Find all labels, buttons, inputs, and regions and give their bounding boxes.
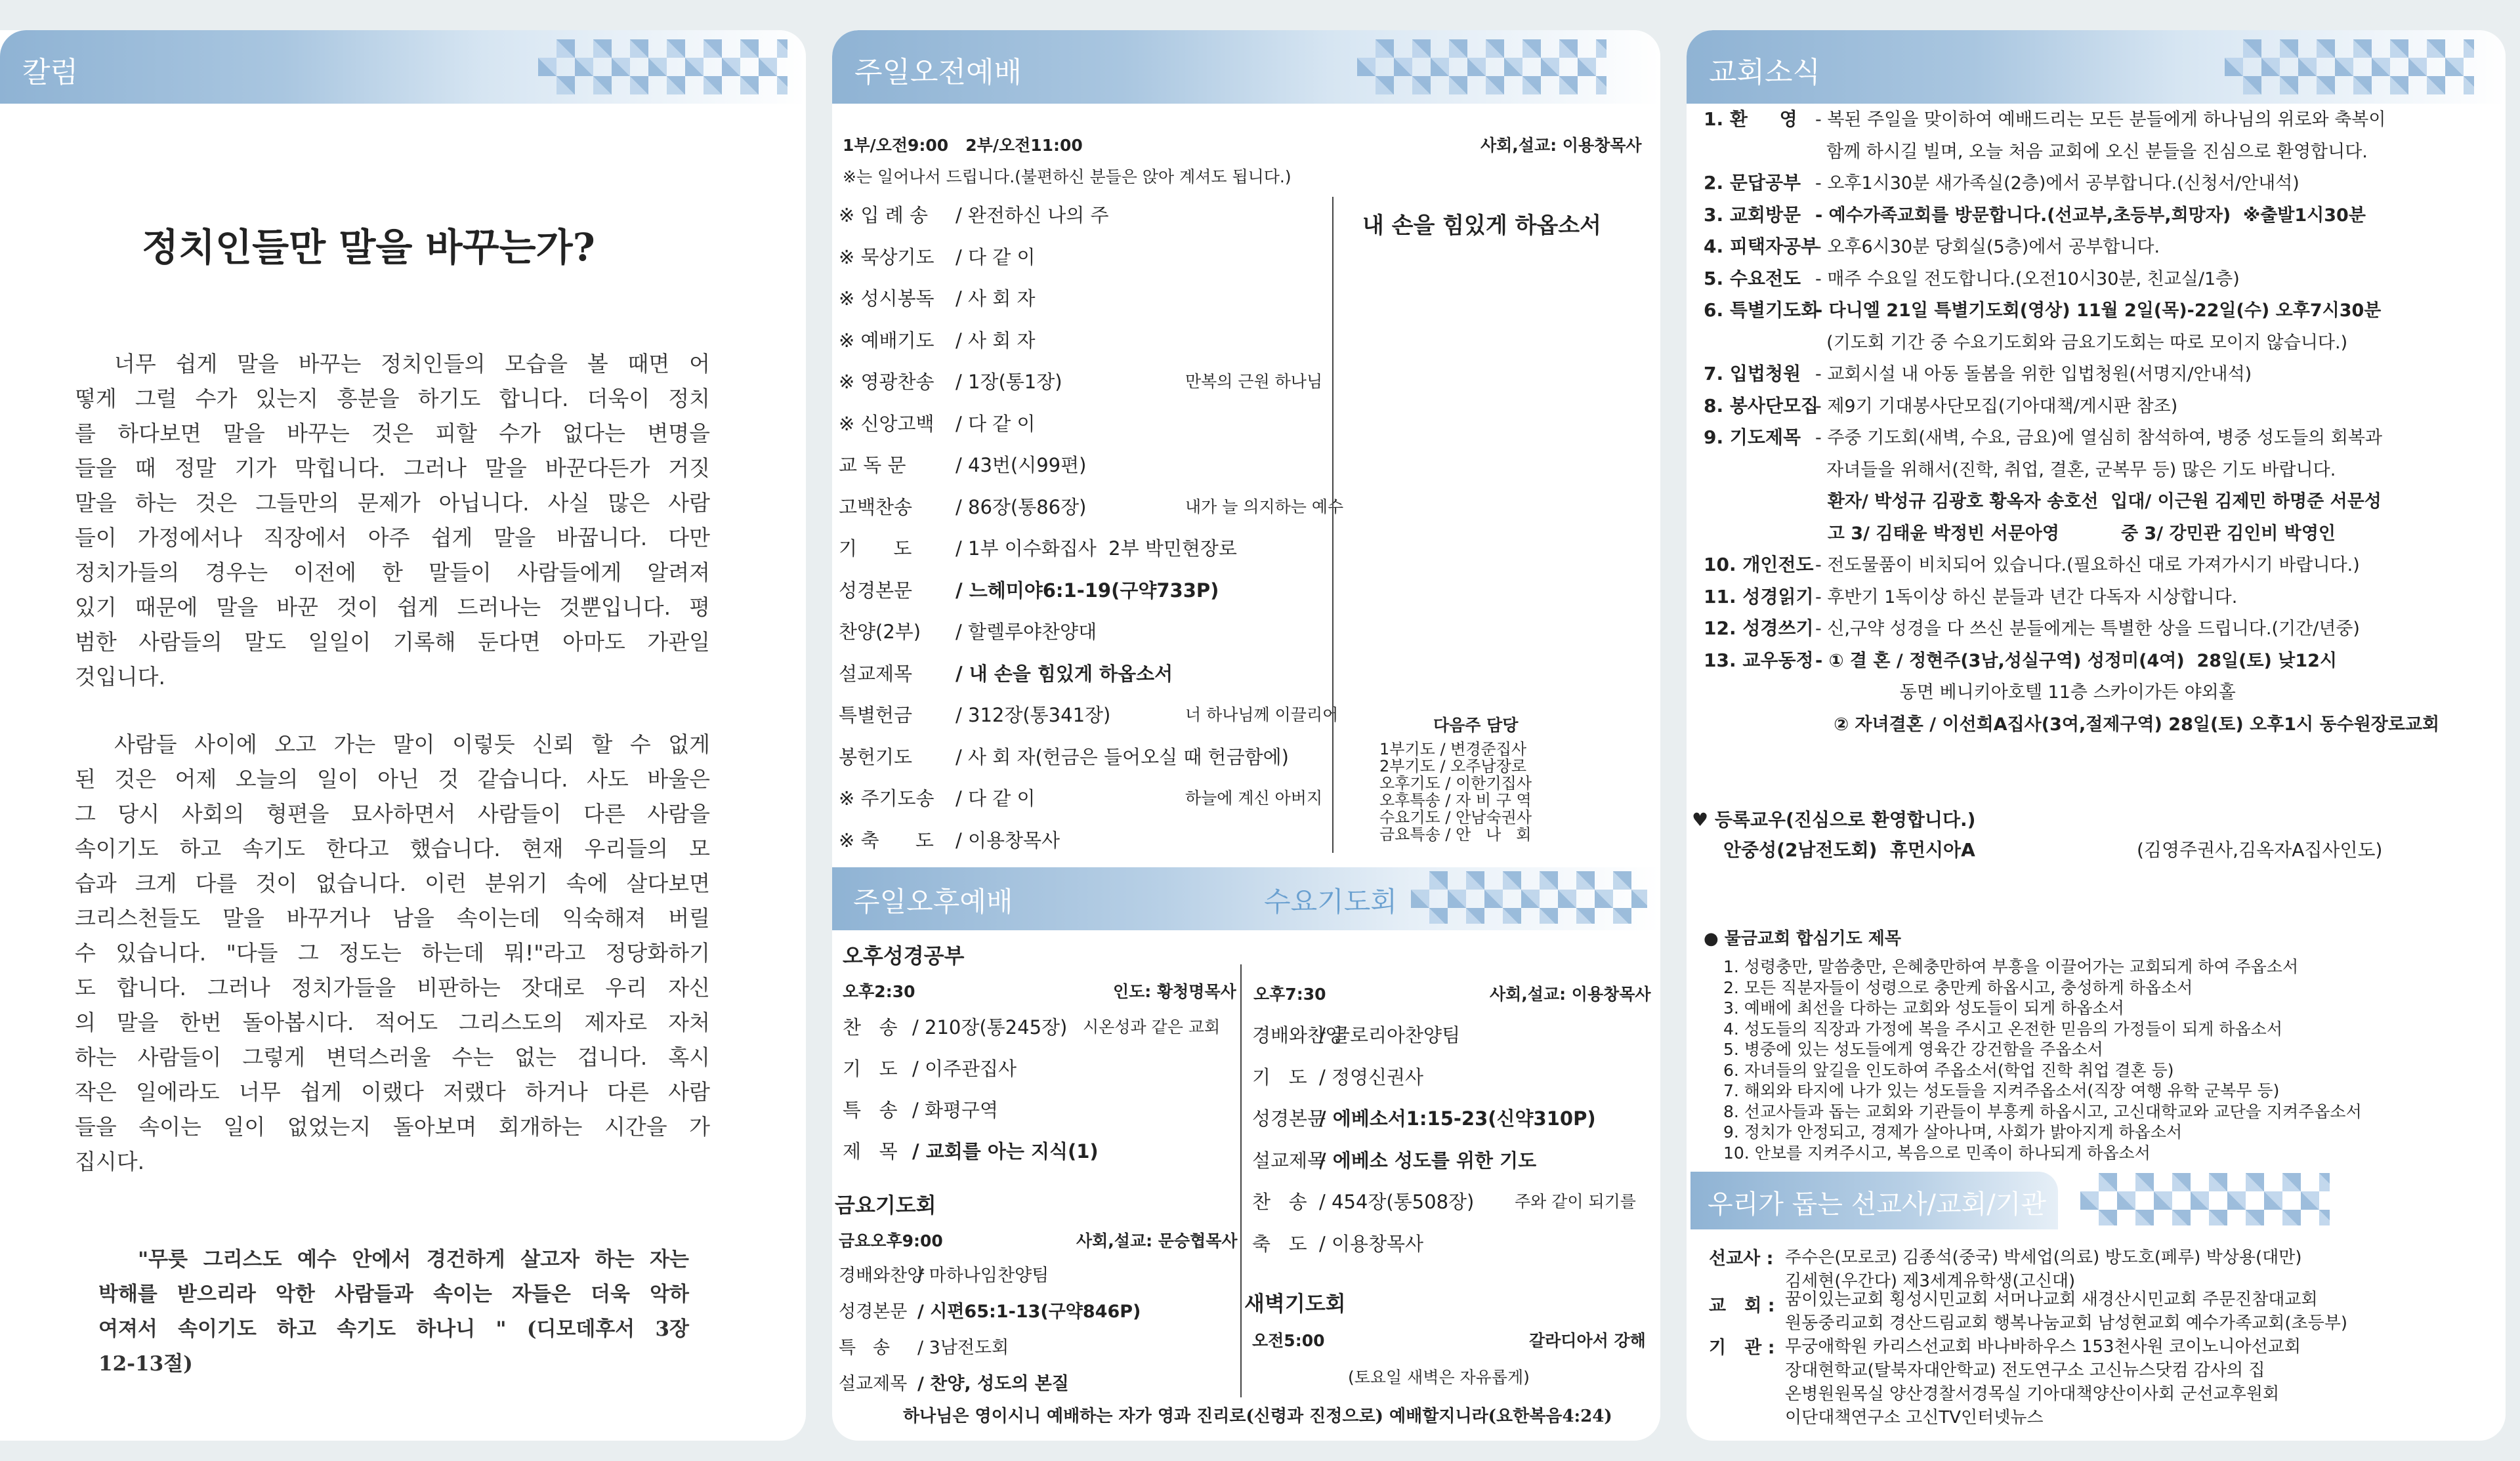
paragraph-line: 것입니다. [75, 664, 166, 689]
order-value: / 43번(시99편) [956, 454, 1087, 476]
order-label: 봉헌기도 [839, 745, 913, 768]
news-text: 고 3/ 김태윤 박정빈 서문아영 중 3/ 강민관 김인비 박영인 [1815, 523, 2336, 544]
prayer-item: 1. 성령충만, 말씀충만, 은혜충만하여 부흥을 이끌어가는 교회되게 하여 주옵소서 [1723, 957, 2299, 976]
news-text: - ① 결 혼 / 정현주(3남,성실구역) 성정미(4여) 28일(토) 낮12시 [1815, 650, 2338, 671]
dawn-title: 새벽기도회 [1244, 1291, 1346, 1316]
missionary-line: 주수은(모로코) 김종석(중국) 박세업(의료) 방도호(페루) 박상용(대만) [1785, 1248, 2302, 1267]
next-week-item: 금요특송 / 안 나 회 [1379, 825, 1532, 844]
news-number: 8. 봉사단모집 [1704, 394, 1819, 417]
column-paragraph-2 [75, 727, 710, 1179]
prayer-item: 10. 안보를 지켜주시고, 복음으로 민족이 하나되게 하옵소서 [1723, 1143, 2151, 1163]
paragraph-line: 작은 일에라도 너무 쉽게 이랬다 저랬다 하거나 다른 사람 [75, 1079, 710, 1105]
order-value: / 사 회 자(헌금은 들어오실 때 헌금함에) [956, 745, 1289, 768]
order-label: 찬 송 [1252, 1191, 1307, 1213]
order-value: / 다 같 이 [956, 787, 1036, 810]
paragraph-line: 떻게 그럴 수가 있는지 흥분을 하기도 합니다. 더욱이 정치 [75, 386, 710, 411]
paragraph-line: 사람들 사이에 오고 가는 말이 이렇듯 신뢰 할 수 없게 [114, 731, 710, 757]
order-label: ※ 주기도송 [839, 787, 934, 810]
news-text: - 매주 수요일 전도합니다.(오전10시30분, 친교실/1층) [1815, 268, 2240, 289]
order-value: / 에베소서1:15-23(신약310P) [1319, 1107, 1596, 1130]
next-week-item: 오후기도 / 이한기집사 [1379, 774, 1532, 792]
order-label: 찬양(2부) [839, 621, 921, 643]
pm-leader: 인도: 황청명목사 [1113, 982, 1236, 1001]
order-label: 성경본문 [839, 1302, 908, 1322]
am-worship-title: 주일오전예배 [854, 56, 1022, 89]
next-week-item: 1부기도 / 변경준집사 [1379, 740, 1527, 758]
news-text: - 오후6시30분 당회실(5층)에서 공부합니다. [1815, 237, 2160, 257]
order-note: 만복의 근원 하나님 [1185, 372, 1323, 391]
church-label: 교 회 : [1709, 1296, 1775, 1316]
news-text: - 다니엘 21일 특별기도회(영상) 11월 2일(목)-22일(수) 오후7시30분 [1815, 300, 2382, 321]
dawn-note: (토요일 새벽은 자유롭게) [1348, 1368, 1530, 1387]
presider: 사회,설교: 이용창목사 [1480, 136, 1642, 155]
order-value: / 이용창목사 [956, 829, 1060, 852]
news-number: 9. 기도제목 [1704, 426, 1801, 448]
missionary-line: 김세현(우간다) 제3세계유학생(고신대) [1785, 1271, 2076, 1291]
news-text: - 주중 기도회(새벽, 수요, 금요)에 열심히 참석하여, 병중 성도들의 회복과 [1815, 428, 2383, 448]
order-label: 제 목 [843, 1140, 898, 1163]
order-note: 내가 늘 의지하는 예수 [1185, 497, 1344, 516]
paragraph-line: 크리스천들도 말을 바꾸거나 남을 속이는데 익숙해져 버릴 [75, 905, 710, 931]
order-label: ※ 묵상기도 [839, 245, 934, 268]
order-value: / 210장(통245장) [912, 1016, 1068, 1039]
service-times: 1부/오전9:00 2부/오전11:00 [843, 136, 1083, 155]
am-worship-header [832, 30, 1660, 104]
dawn-place: 갈라디아서 강해 [1529, 1331, 1646, 1350]
missionary-label: 선교사 : [1709, 1248, 1774, 1269]
news-number: 11. 성경읽기 [1704, 585, 1814, 607]
order-value: / 이용창목사 [1319, 1232, 1424, 1255]
news-text: - 오후1시30분 새가족실(2층)에서 공부합니다.(신청서/안내석) [1815, 173, 2300, 194]
order-value: / 완전하신 나의 주 [956, 204, 1109, 226]
paragraph-line: 말을 하는 것은 그들만의 문제가 아닙니다. 사실 많은 사람 [75, 490, 710, 516]
prayer-item: 4. 성도들의 직장과 가정에 복을 주시고 온전한 믿음의 가정들이 되게 하옵소서 [1723, 1019, 2282, 1039]
prayer-item: 3. 예배에 최선을 다하는 교회와 성도들이 되게 하옵소서 [1723, 998, 2124, 1018]
prayer-item: 6. 자녀들의 앞길을 인도하여 주옵소서(학업 진학 취업 결혼 등) [1723, 1060, 2174, 1080]
news-number: 1. 환 영 [1704, 108, 1797, 130]
order-value: / 마하나임찬양팀 [917, 1266, 1049, 1286]
news-number: 10. 개인전도 [1704, 554, 1814, 575]
paragraph-line: 도 합니다. 그러나 정치가들을 비판하는 잣대로 우리 자신 [75, 975, 710, 1000]
decorative-pattern [538, 39, 788, 94]
column-paragraph-1 [75, 346, 710, 694]
pm-worship-title: 주일오후예배 [853, 886, 1013, 918]
footer-verse: 하나님은 영이시니 예배하는 자가 영과 진리로(신령과 진정으로) 예배할지니라(요한복음4:24) [903, 1407, 1612, 1426]
prayer-item: 9. 정치가 안정되고, 경제가 살아나며, 사회가 밝아지게 하옵소서 [1723, 1122, 2183, 1142]
news-number: 6. 특별기도회 [1704, 299, 1819, 321]
news-text: 자녀들을 위해서(진학, 취업, 결혼, 군복무 등) 많은 기도 바랍니다. [1815, 459, 2336, 480]
order-label: 특별헌금 [839, 704, 913, 726]
column-header-title: 칼럼 [22, 56, 79, 89]
news-text: - 전도물품이 비치되어 있습니다.(필요하신 대로 가져가시기 바랍니다.) [1815, 555, 2360, 575]
news-text: - 예수가족교회를 방문합니다.(선교부,초등부,희망자) ※출발1시30분 [1815, 205, 2366, 226]
order-label: 경배와찬양 [839, 1266, 925, 1286]
register-guide: (김영주권사,김옥자A집사인도) [2137, 839, 2383, 861]
news-text: 동면 베니키아호텔 11층 스카이가든 야외홀 [1815, 682, 2236, 703]
paragraph-line: 들을 속이는 일이 없었는지 돌아보며 회개하는 시간을 가 [75, 1114, 710, 1140]
org-line: 온병원원목실 양산경찰서경목실 기아대책양산이사회 군선교후원회 [1785, 1384, 2280, 1404]
news-text: - 제9기 기대봉사단모집(기아대책/게시판 참조) [1815, 396, 2178, 417]
order-note: 주와 같이 되기를 [1515, 1192, 1636, 1211]
news-header [1687, 30, 2506, 104]
prayer-item: 5. 병중에 있는 성도들에게 영육간 강건함을 주옵소서 [1723, 1040, 2103, 1059]
prayer-item: 7. 해외와 타지에 나가 있는 성도들을 지켜주옵소서(직장 여행 유학 군복무 등) [1723, 1081, 2280, 1100]
order-value: / 454장(통508장) [1319, 1191, 1475, 1213]
paragraph-line: 를 하다보면 말을 바꾸는 것은 피할 수가 없다는 변명을 [75, 421, 710, 446]
fri-title: 금요기도회 [835, 1193, 936, 1218]
news-number: 4. 피택자공부 [1704, 236, 1819, 257]
paragraph-line: 된 것은 어제 오늘의 일이 아닌 것 같습니다. 사도 바울은 [75, 766, 710, 792]
pm-study-title: 오후성경공부 [843, 943, 965, 968]
order-value: / 느헤미야6:1-19(구약733P) [956, 579, 1219, 602]
news-number: 5. 수요전도 [1704, 267, 1801, 289]
order-value: / 1장(통1장) [956, 371, 1062, 393]
order-value: / 1부 이수화집사 2부 박민현장로 [956, 537, 1237, 560]
paragraph-line: 들을 때 정말 기가 막힙니다. 그러나 말을 바꾼다든가 거짓 [75, 455, 710, 481]
divider [1332, 197, 1334, 853]
order-value: / 다 같 이 [956, 245, 1036, 268]
column-quote [98, 1243, 689, 1382]
news-number: 2. 문답공부 [1704, 172, 1801, 194]
paragraph-line: 속이기도 하고 속기도 한다고 했습니다. 현재 우리들의 모 [75, 836, 710, 861]
order-value: / 이주관집사 [912, 1058, 1017, 1080]
news-text: 환자/ 박성규 김광호 황옥자 송호선 입대/ 이근원 김제민 하명준 서문성 [1815, 491, 2382, 512]
order-label: ※ 축 도 [839, 829, 934, 852]
org-line: 장대현학교(탈북자대안학교) 전도연구소 고신뉴스닷컴 감사의 집 [1785, 1361, 2265, 1380]
order-label: ※ 예배기도 [839, 329, 934, 352]
news-number: 7. 입법청원 [1704, 363, 1801, 384]
order-label: ※ 입 례 송 [839, 204, 928, 226]
news-number: 3. 교회방문 [1704, 203, 1801, 226]
next-week-item: 오후특송 / 자 비 구 역 [1379, 791, 1532, 810]
order-label: ※ 성시봉독 [839, 287, 934, 310]
news-number: 12. 성경쓰기 [1704, 617, 1814, 639]
news-text: - 후반기 1독이상 하신 분들과 년간 다독자 시상합니다. [1815, 586, 2238, 607]
news-text: - 신,구약 성경을 다 쓰신 분들에게는 특별한 상을 드립니다.(기간/년중) [1815, 619, 2360, 639]
news-text: ② 자녀결혼 / 이선희A집사(3여,절제구역) 28일(토) 오후1시 동수원장로교회 [1815, 714, 2440, 735]
order-value: / 찬양, 성도의 본질 [917, 1374, 1069, 1394]
prayer-item: 8. 선교사들과 돕는 교회와 기관들이 부흥케 하옵시고, 고신대학교와 교단을 지켜주옵소서 [1723, 1101, 2362, 1121]
news-text: (기도회 기간 중 수요기도회와 금요기도회는 따로 모이지 않습니다.) [1815, 332, 2348, 353]
order-note: 시온성과 같은 교회 [1083, 1018, 1221, 1037]
order-value: / 사 회 자 [956, 329, 1036, 352]
paragraph-line: 집시다. [75, 1149, 145, 1174]
paragraph-line: 여져서 속이기도 하고 속기도 하나니 " (디모데후서 3장 [98, 1317, 689, 1341]
order-value: / 할렐루야찬양대 [956, 621, 1097, 643]
next-week-item: 수요기도 / 안남숙권사 [1379, 808, 1532, 827]
order-value: / 다 같 이 [956, 412, 1036, 435]
news-text: - 교회시설 내 아동 돌봄을 위한 입법청원(서명지/안내석) [1815, 364, 2252, 384]
order-value: / 에베소 성도를 위한 기도 [1319, 1149, 1537, 1172]
pm-time: 오후2:30 [843, 982, 915, 1001]
order-label: 축 도 [1252, 1232, 1307, 1255]
paragraph-line: 수 있습니다. "다들 그 정도는 하는데 뭐!"라고 정당화하기 [75, 940, 710, 966]
church-line: 꿈이있는교회 횡성시민교회 서머나교회 새경산시민교회 주문진참대교회 [1785, 1290, 2318, 1309]
column-header [0, 30, 806, 104]
prayer-item: 2. 모든 직분자들이 성령으로 충만케 하옵시고, 충성하게 하옵소서 [1723, 977, 2193, 997]
church-line: 원동중리교회 경산드림교회 행복나눔교회 남성현교회 예수가족교회(초등부) [1785, 1313, 2348, 1333]
paragraph-line: 들이 가정에서나 직장에서 아주 쉽게 말을 바꿉니다. 다만 [75, 525, 710, 550]
standing-note: ※는 일어나서 드립니다.(불편하신 분들은 앉아 계셔도 됩니다.) [843, 167, 1292, 186]
paragraph-line: 하는 사람들이 그렇게 변덕스러울 수는 없는 겁니다. 혹시 [75, 1044, 710, 1070]
order-label: 기 도 [1252, 1065, 1307, 1088]
fri-leader: 사회,설교: 문승협목사 [1076, 1231, 1238, 1250]
paragraph-line: 12-13절) [98, 1352, 193, 1376]
wed-prayer-title: 수요기도회 [1264, 886, 1397, 918]
order-label: 기 도 [843, 1058, 898, 1080]
order-value: / 사 회 자 [956, 287, 1036, 310]
next-week-title: 다음주 담당 [1433, 716, 1519, 735]
org-label: 기 관 : [1709, 1338, 1775, 1358]
order-label: 기 도 [839, 537, 912, 560]
order-value: / 정영신권사 [1319, 1065, 1424, 1088]
order-label: 찬 송 [843, 1016, 898, 1039]
order-label: 성경본문 [839, 579, 913, 602]
register-line: 안중성(2남전도회) 휴먼시아A [1723, 839, 1975, 861]
order-label: 교 독 문 [839, 454, 906, 476]
order-label: 경배와찬양 [1252, 1024, 1345, 1046]
order-label: 설교제목 [839, 1374, 908, 1394]
order-value: / 화평구역 [912, 1099, 999, 1121]
order-label: 고백찬송 [839, 495, 913, 518]
wed-time: 오후7:30 [1253, 985, 1326, 1004]
org-line: 이단대책연구소 고신TV인터넷뉴스 [1785, 1408, 2044, 1428]
divider [1240, 964, 1242, 1397]
next-week-item: 2부기도 / 오주남장로 [1379, 757, 1527, 775]
prayer-title: ● 물금교회 합심기도 제목 [1704, 929, 1902, 949]
paragraph-line: 범한 사람들의 말도 일일이 기록해 둔다면 아마도 가관일 [75, 629, 710, 655]
order-value: / 312장(통341장) [956, 704, 1111, 726]
org-line: 무궁애학원 카리스선교회 바나바하우스 153천사원 코이노니아선교회 [1785, 1337, 2301, 1357]
news-text: 함께 하시길 빌며, 오늘 처음 교회에 오신 분들을 진심으로 환영합니다. [1815, 141, 2368, 162]
order-note: 하늘에 계신 아버지 [1185, 789, 1323, 808]
decorative-pattern [2080, 1173, 2330, 1225]
order-value: / 교회를 아는 지식(1) [912, 1140, 1099, 1163]
order-label: 특 송 [843, 1099, 898, 1121]
paragraph-line: 습과 크게 다를 것이 없습니다. 이런 분위기 속에 살다보면 [75, 871, 710, 896]
paragraph-line: 박해를 받으리라 악한 사람들과 속이는 자들은 더욱 악하 [98, 1283, 689, 1306]
order-label: 성경본문 [1252, 1107, 1326, 1130]
mission-header-title: 우리가 돕는 선교사/교회/기관 [1708, 1189, 2047, 1220]
order-label: ※ 신앙고백 [839, 412, 934, 435]
order-value: / 86장(통86장) [956, 495, 1087, 518]
dawn-time: 오전5:00 [1252, 1331, 1325, 1350]
order-label: 설교제목 [1252, 1149, 1326, 1172]
paragraph-line: 의 말을 한번 돌아봅시다. 적어도 그리스도의 제자로 자처 [75, 1010, 710, 1035]
order-note: 너 하나님께 이끌리어 [1185, 705, 1339, 724]
order-label: 특 송 [839, 1338, 890, 1358]
order-value: / 시편65:1-13(구약846P) [917, 1302, 1141, 1322]
sermon-title-box: 내 손을 힘있게 하옵소서 [1362, 213, 1601, 239]
paragraph-line: 그 당시 사회의 형편을 묘사하면서 사람들이 다른 사람을 [75, 801, 710, 827]
news-text: - 복된 주일을 맞이하여 예배드리는 모든 분들에게 하나님의 위로와 축복이 [1815, 110, 2386, 130]
order-value: / 3남전도회 [917, 1338, 1009, 1358]
paragraph-line: 정치가들의 경우는 이전에 한 말들이 사람들에게 알려져 [75, 560, 710, 585]
order-label: 설교제목 [839, 662, 913, 685]
paragraph-line: 너무 쉽게 말을 바꾸는 정치인들의 모습을 볼 때면 어 [114, 351, 710, 377]
fri-time: 금요오후9:00 [839, 1231, 943, 1250]
order-value: / 내 손을 힘있게 하옵소서 [956, 662, 1173, 685]
news-number: 13. 교우동정 [1704, 649, 1814, 671]
column-title: 정치인들만 말을 바꾸는가? [142, 225, 595, 270]
register-title: ♥ 등록교우(진심으로 환영합니다.) [1692, 809, 1976, 831]
paragraph-line: 있기 때문에 말을 바꾼 것이 쉽게 드러나는 것뿐입니다. 평 [75, 594, 710, 620]
order-label: ※ 영광찬송 [839, 371, 934, 393]
news-header-title: 교회소식 [1709, 56, 1821, 89]
order-value: / 글로리아찬양팀 [1319, 1024, 1461, 1046]
decorative-pattern [1411, 871, 1647, 924]
decorative-pattern [2225, 39, 2474, 94]
worship-panel [832, 30, 1660, 1441]
wed-leader: 사회,설교: 이용창목사 [1490, 985, 1651, 1004]
paragraph-line: "무릇 그리스도 예수 안에서 경건하게 살고자 하는 자는 [138, 1248, 689, 1271]
decorative-pattern [1357, 39, 1606, 94]
